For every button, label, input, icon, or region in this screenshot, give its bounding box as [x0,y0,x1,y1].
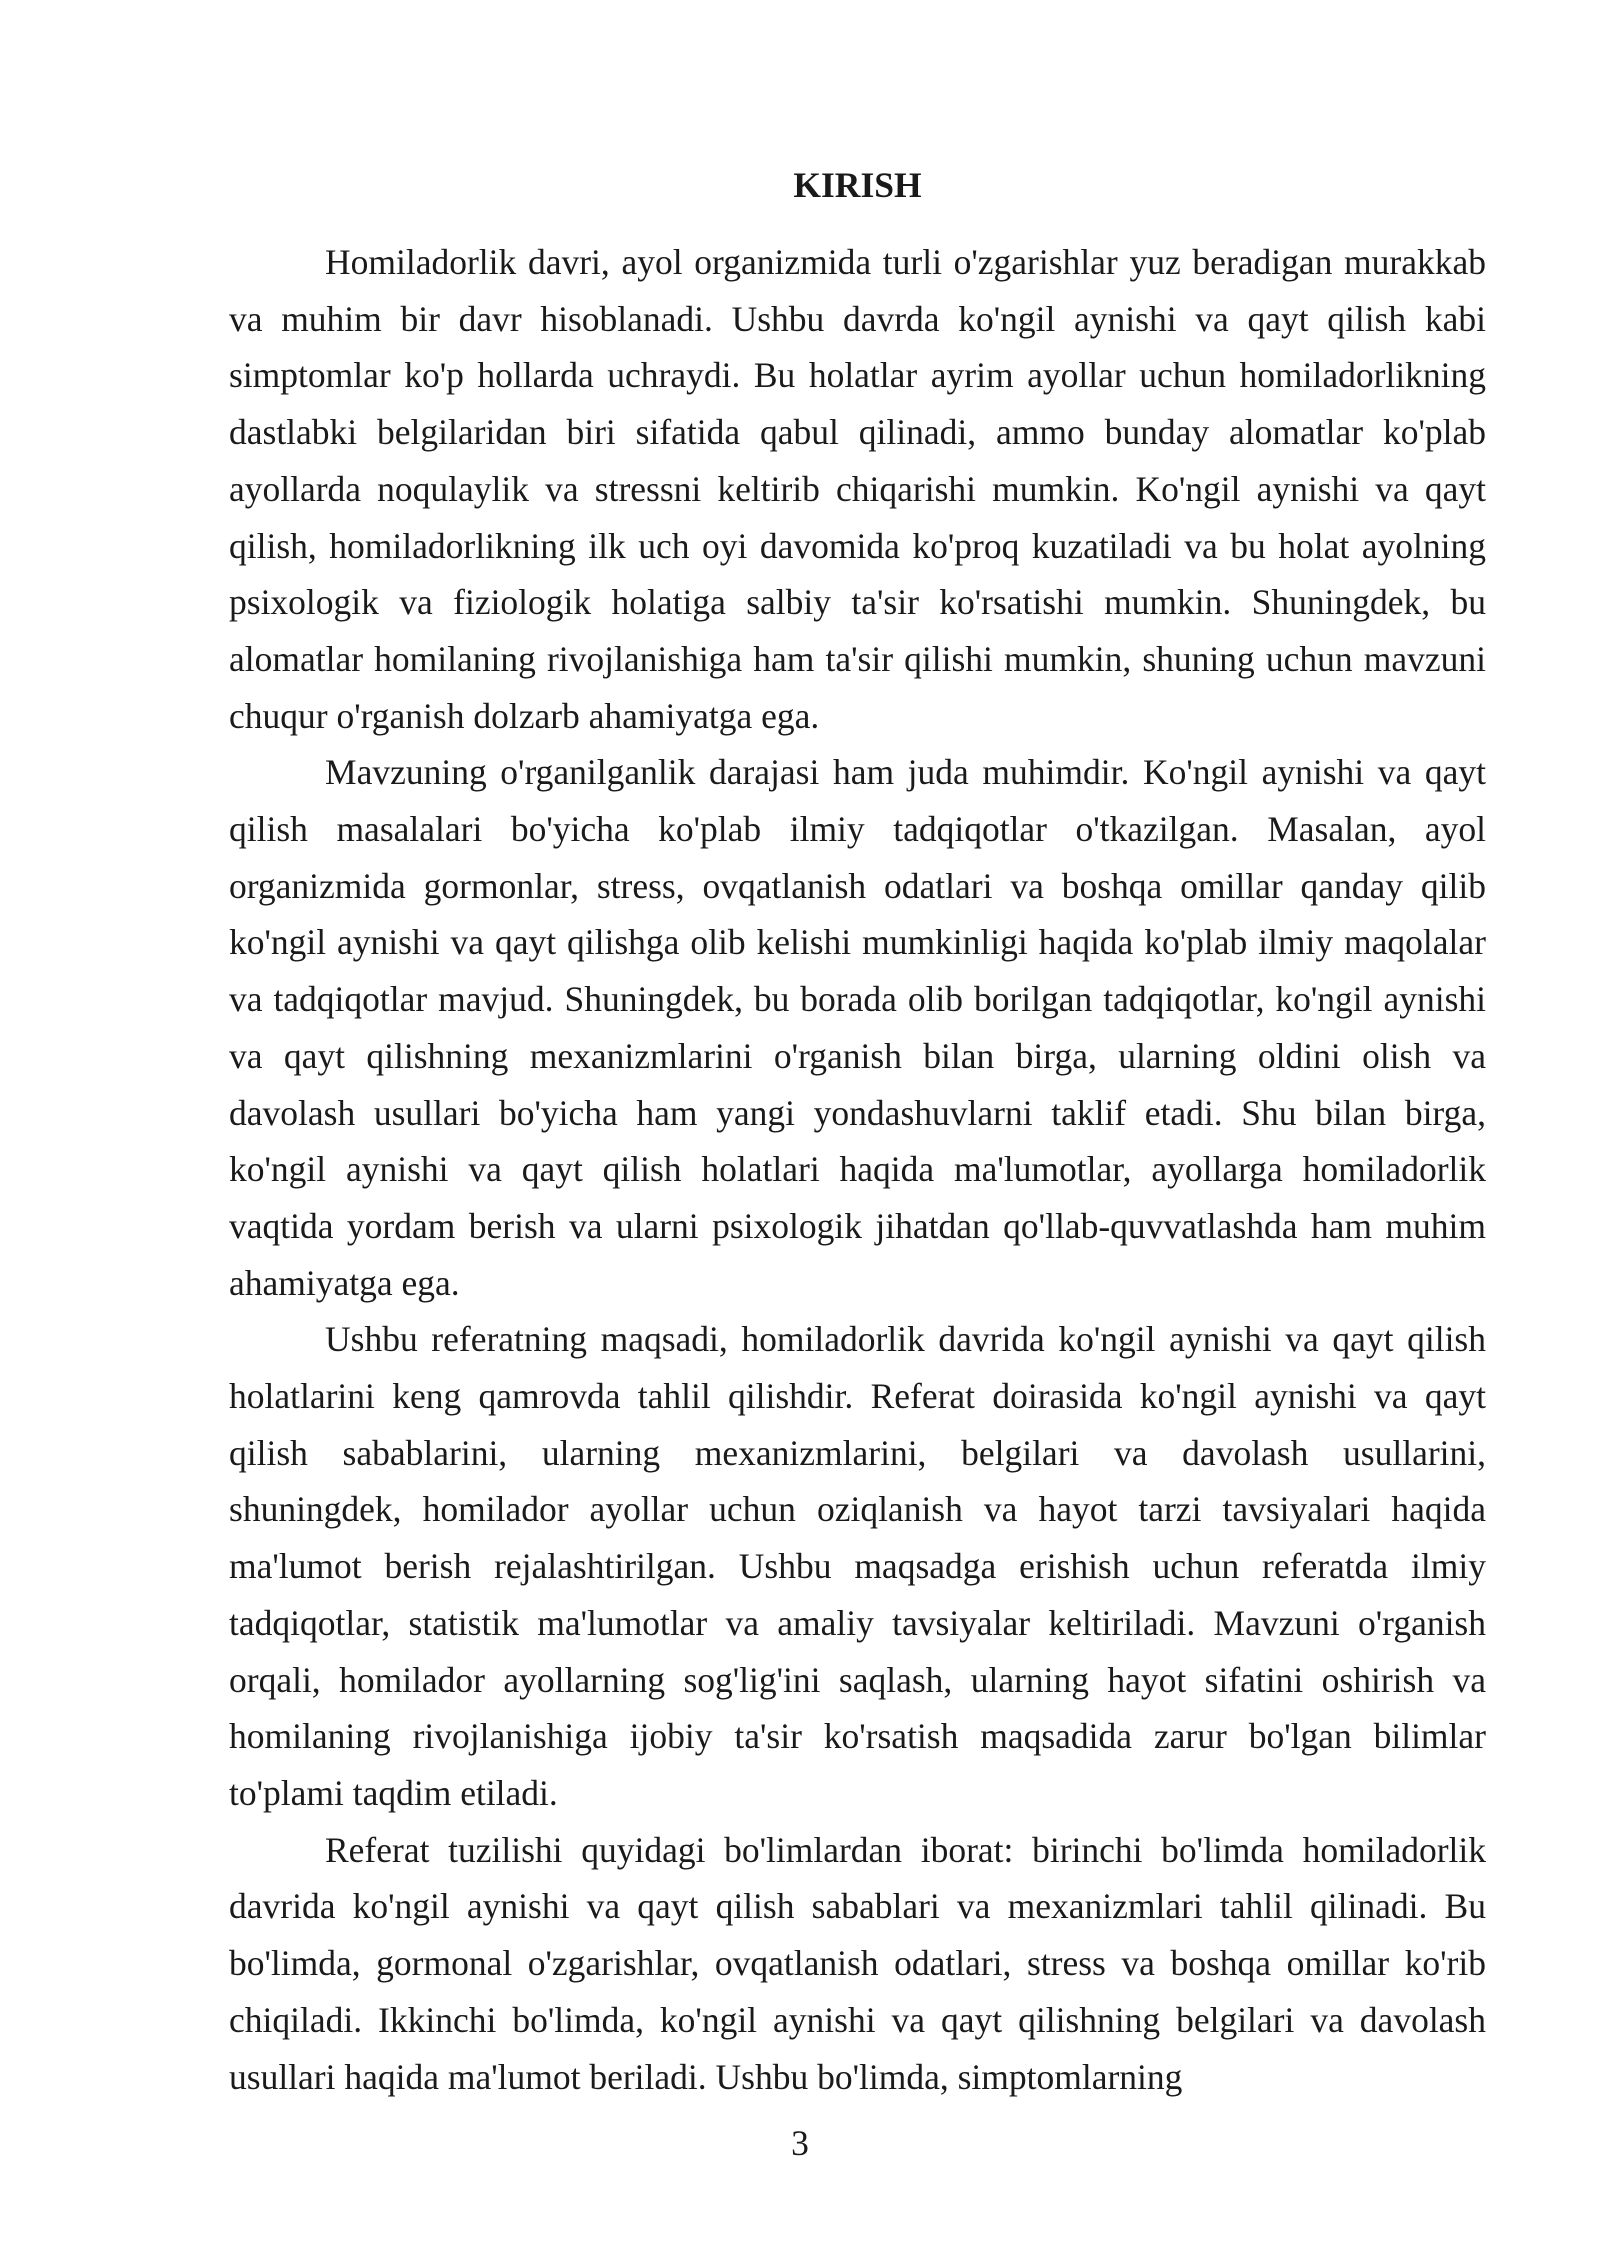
document-body [229,160,1486,2105]
paragraph-research-level: Mavzuning o'rganilganlik darajasi ham juda muhimdir. Ko'ngil aynishi va qayt qilish masalalari bo'yicha ko'plab ilmiy tadqiqotlar o'tkazilgan. Masalan, ayol organizmida gormonlar, stress, ovqatlanish odatlari va boshqa omillar qanday qilib ko'ngil aynishi va qayt qilishga olib kelishi mumkinligi haqida ko'plab ilmiy maqolalar va tadqiqotlar mavjud. Shuningdek, bu borada olib borilgan tadqiqotlar, ko'ngil aynishi va qayt qilishning mexanizmlarini o'rganish bilan birga, ularning oldini olish va davolash usullari bo'yicha ham yangi yondashuvlarni taklif etadi. Shu bilan birga, ko'ngil aynishi va qayt qilish holatlari haqida ma'lumotlar, ayollarga homiladorlik vaqtida yordam berish va ularni psixologik jihatdan qo'llab-quvvatlashda ham muhim ahamiyatga ega. [229,752,1486,1303]
paragraph-intro: Homiladorlik davri, ayol organizmida turli o'zgarishlar yuz beradigan murakkab va muhim bir davr hisoblanadi. Ushbu davrda ko'ngil aynishi va qayt qilish kabi simptomlar ko'p hollarda uchraydi. Bu holatlar ayrim ayollar uchun homiladorlikning dastlabki belgilaridan biri sifatida qabul qilinadi, ammo bunday alomatlar ko'plab ayollarda noqulaylik va stressni keltirib chiqarishi mumkin. Ko'ngil aynishi va qayt qilish, homiladorlikning ilk uch oyi davomida ko'proq kuzatiladi va bu holat ayolning psixologik va fiziologik holatiga salbiy ta'sir ko'rsatishi mumkin. Shuningdek, bu alomatlar homilaning rivojlanishiga ham ta'sir qilishi mumkin, shuning uchun mavzuni chuqur o'rganish dolzarb ahamiyatga ega. [229,242,1486,736]
section-title: KIRISH [793,165,922,205]
paragraph-structure: Referat tuzilishi quyidagi bo'limlardan iborat: birinchi bo'limda homiladorlik davrida ko'ngil aynishi va qayt qilish sabablari va mexanizmlari tahlil qilinadi. Bu bo'limda, gormonal o'zgarishlar, ovqatlanish odatlari, stress va boshqa omillar ko'rib chiqiladi. Ikkinchi bo'limda, ko'ngil aynishi va qayt qilishning belgilari va davolash usullari haqida ma'lumot beriladi. Ushbu bo'limda, simptomlarning [229,1829,1486,2097]
page-number: 3 [791,2123,809,2163]
paragraph-purpose: Ushbu referatning maqsadi, homiladorlik davrida ko'ngil aynishi va qayt qilish holatlarini keng qamrovda tahlil qilishdir. Referat doirasida ko'ngil aynishi va qayt qilish sabablarini, ularning mexanizmlarini, belgilari va davolash usullarini, shuningdek, homilador ayollar uchun oziqlanish va hayot tarzi tavsiyalari haqida ma'lumot berish rejalashtirilgan. Ushbu maqsadga erishish uchun referatda ilmiy tadqiqotlar, statistik ma'lumotlar va amaliy tavsiyalar keltiriladi. Mavzuni o'rganish orqali, homilador ayollarning sog'lig'ini saqlash, ularning hayot sifatini oshirish va homilaning rivojlanishiga ijobiy ta'sir ko'rsatish maqsadida zarur bo'lgan bilimlar to'plami taqdim etiladi. [229,1319,1486,1813]
